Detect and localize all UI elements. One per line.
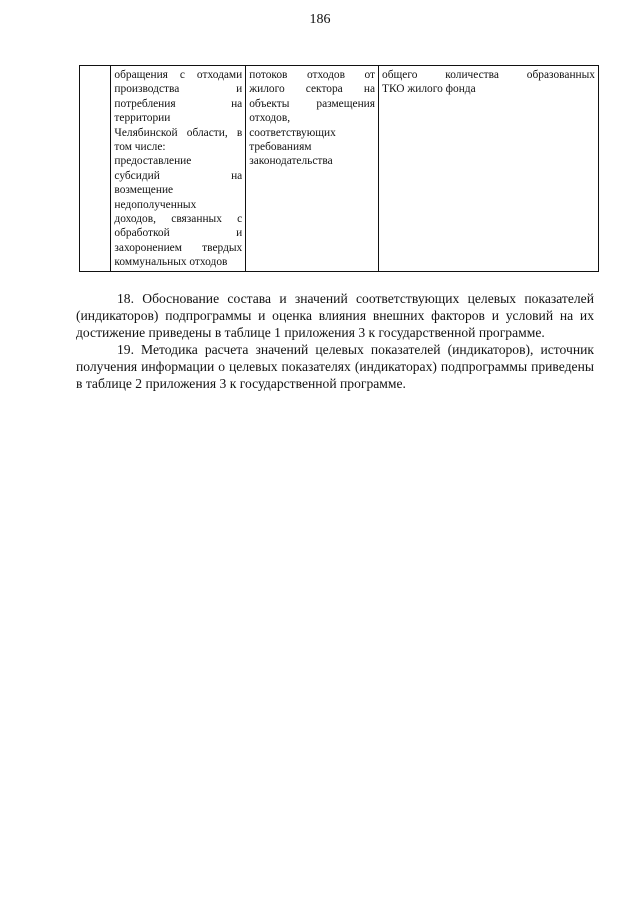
cell-line: недополученных	[114, 198, 197, 211]
cell-line: захоронением твердых	[114, 241, 243, 254]
cell-line: обработкой и	[114, 227, 243, 240]
cell-line: коммунальных отходов	[114, 256, 228, 269]
table-cell-number	[80, 66, 111, 272]
cell-line: отходов,	[249, 112, 291, 125]
paragraph-18: 18. Обоснование состава и значений соответствующих целевых показателей (индикаторов) подпрограммы и оценка влияния внешних факторов и условий на их достижение приведены в таблице 1 приложения 3 к государственной программе.	[76, 291, 594, 340]
cell-line: требованиям	[249, 140, 312, 153]
cell-line: субсидий на	[114, 169, 243, 182]
cell-line: доходов, связанных с	[114, 212, 243, 225]
cell-line: ТКО жилого фонда	[382, 83, 476, 96]
cell-line: законодательства	[249, 155, 333, 168]
table-cell-result	[246, 66, 379, 272]
cell-line: предоставление	[114, 155, 192, 168]
cell-line: Челябинской области, в	[114, 126, 243, 139]
paragraph-19: 19. Методика расчета значений целевых показателей (индикаторов), источник получения информации о целевых показателях (индикаторах) подпрограммы приведены в таблице 2 приложения 3 к государственной программе.	[76, 342, 594, 391]
cell-line: общего количества образованных	[382, 69, 595, 81]
cell-line: жилого сектора на	[249, 83, 376, 96]
cell-line: потоков отходов от	[249, 69, 376, 81]
cell-line: потребления на	[114, 97, 243, 110]
cell-line: объекты размещения	[249, 97, 376, 110]
cell-line: соответствующих	[249, 126, 336, 139]
page-number: 186	[309, 12, 331, 27]
table-cell-activity	[111, 66, 246, 272]
continuation-table	[79, 65, 599, 272]
cell-line: обращения с отходами	[114, 69, 243, 81]
table-cell-indicator	[379, 66, 599, 272]
cell-line: производства и	[114, 83, 243, 96]
cell-line: возмещение	[114, 184, 174, 197]
body-text	[76, 290, 594, 392]
cell-line: том числе:	[114, 140, 166, 153]
cell-line: территории	[114, 112, 171, 125]
table-row	[80, 66, 599, 272]
